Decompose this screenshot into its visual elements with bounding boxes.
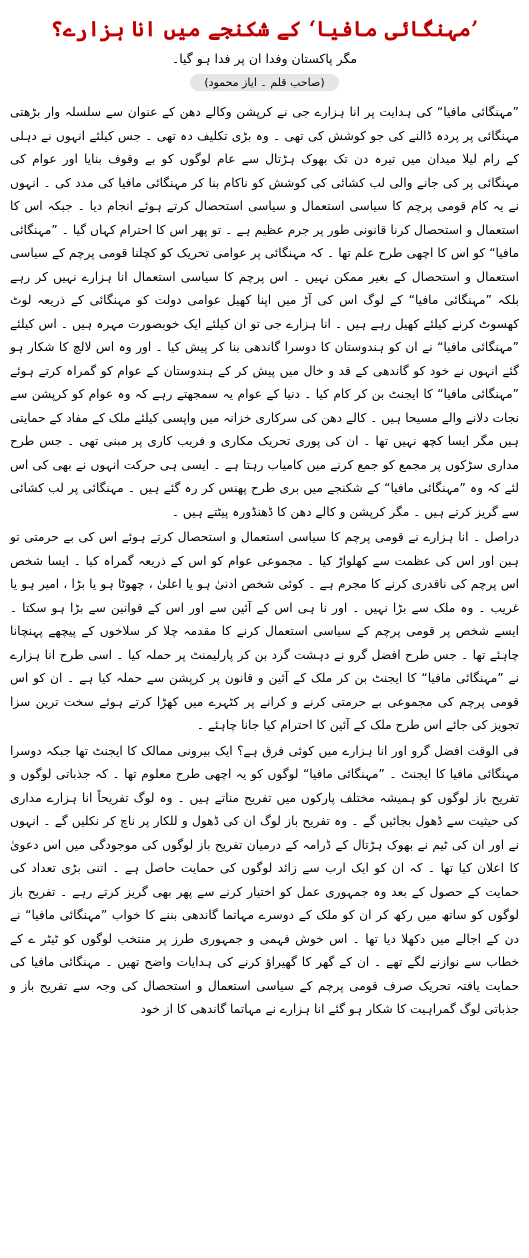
paragraph-3: فی الوقت افضل گرو اور انا ہزارے میں کوئی فرق ہے؟ ایک بیرونی ممالک کا ایجنٹ تھا جبکہ دوسرا مہنگائی مافیا کا ایجنٹ ۔ ”مہنگائی مافیا“ لوگوں کو یہ اچھی طرح معلوم تھا ۔ کہ جذباتی لوگوں و تفریح باز لوگوں کو ہمیشہ مختلف پارکوں میں تفریح مناتے ہیں ۔ وہ لوگ تفریحاً انا ہزارے مداری کی حیثیت سے ڈھول بجائیں گے ۔ وہ تفریح باز لوگ ان کی ڈھول و للکار پر ناچ کر نکلیں گے ۔ انہوں نے اور ان کی ٹیم نے بھوک ہڑتال کے ڈرامہ کے درمیان تفریح باز لوگوں کی موجودگی میں اس دعویٰ کا اعلان کیا تھا ۔ کہ ان کو ایک ارب سے زائد لوگوں کی حمایت حاصل ہے ۔ اتنی بڑی تعداد کی حمایت کے حصول کے بعد وہ جمہوری عمل کو اختیار کرنے سے پھر بھی گریز کرتے رہے ۔ تفریح باز لوگوں کو ساتھ میں رکھ کر ان کو ملک کے دوسرے مہاتما گاندھی بننے کا خواب ”مہنگائی مافیا“ نے دن کے اجالے میں دکھلا دیا تھا ۔ اس خوش فہمی و جمہوری طرز پر منتخب لوگوں کو ٹیٹر ے کے خطاب سے نوازنے لگے تھے ۔ ان کے گھر کا گھیراؤ کرنے کی ہدایات واضح تھیں ۔ مہنگائی مافیا کی حمایت یافتہ تحریک صرف قومی پرچم کے سیاسی استعمال و استحصال کی وجہ سے تفریح باز و جذباتی لوگ گمراہیت کا شکار ہو گئے انا ہزارے نے مہاتما گاندھی کا از خود xyxy=(10,743,519,1016)
article-byline xyxy=(10,74,519,91)
article-subtitle: مگر پاکستان وفدا ان پر فدا ہو گیا۔ xyxy=(171,51,358,66)
paragraph-2: دراصل ۔ انا ہزارے نے قومی پرچم کا سیاسی استعمال و استحصال کرتے ہوئے اس کی بے حرمتی تو ہین اور اس کی عظمت سے کھلواڑ کیا ۔ مجموعی عوام کو اس کے ذریعہ گمراہ کیا ۔ ایسا شخص اس پرچم کی ناقدری کرنے کا مجرم ہے ۔ کوئی شخص ادنیٰ ہو یا اعلیٰ ، چھوٹا ہو یا بڑا ، امیر ہو یا غریب ۔ وہ ملک سے بڑا نہیں ۔ اور نا ہی اس کے آئین سے اور اس کے قوانین سے بڑا ہو سکتا ۔ ایسے شخص پر قومی پرچم کے سیاسی استعمال کرنے کا مقدمہ چلا کر سلاخوں کے پیچھے پہنچانا چاہئے تھا ۔ جس طرح افضل گرو نے دہشت گرد بن کر پارلیمنٹ پر حملہ کیا ۔ اسی طرح انا ہزارے نے ”مہنگائی مافیا“ کا ایجنٹ بن کر ملک کے آئین و قانون پر کرپشن سے حملہ کیا ہے ۔ ان کو اس قومی پرچم کی مجموعی بے حرمتی کرنے و کرانے پر کٹہرے میں کھڑا کرتے ہوئے سخت ترین سزا تجویز کی جائے اس طرح ملک کے آئین کا احترام کیا جانا چاہئے ۔ xyxy=(10,530,519,732)
article-title: ’مہنگائی مافیا‘ کے شکنجے میں انا ہزارے؟ xyxy=(50,16,479,41)
byline-badge: (صاحب قلم ۔ ایاز محمود) xyxy=(190,74,338,91)
paragraph-1: ”مہنگائی مافیا“ کی ہدایت پر انا ہزارے جی نے کرپشن وکالے دھن کے عنوان سے سلسلہ وار بڑھتی مہنگائی پر پردہ ڈالنے کی جو کوشش کی تھی ۔ وہ بڑی تکلیف دہ تھی ۔ جس کیلئے انہوں نے دہلی کے رام لیلا میدان میں تیرہ دن تک بھوک ہڑتال سے عام لوگوں کو بے وقوف بنایا اور عوام کی مہنگائی پر کی جانے والی لب کشائی کی کوشش کو ناکام بنا کر مہنگائی مافیا کی مدد کی ۔ انہوں نے یہ کام قومی پرچم کا سیاسی استعمال و سیاسی استحصال کرتے ہوئے انجام دیا ۔ جبکہ اس کا استعمال و استحصال کرنا قانونی طور پر جرم عظیم ہے ۔ تو پھر اس کا احترام کہاں گیا ۔ ”مہنگائی مافیا“ کو اس کا اچھی طرح علم تھا ۔ کہ مہنگائی پر عوامی تحریک کو کچلنا قومی پرچم کے سیاسی استعمال و استحصال کے بغیر ممکن نہیں ۔ اس پرچم کا سیاسی استعمال انا ہزارے نہیں کر رہے بلکہ ”مہنگائی مافیا“ کے لوگ اس کی آڑ میں اپنا کھیل عوامی دولت کو مہنگائی کے ذریعہ لوٹ کھسوٹ کرنے کیلئے کھیل رہے ہیں ۔ انا ہزارے جی تو ان کیلئے ایک خوبصورت مہرہ ہیں ۔ اس کیلئے ”مہنگائی مافیا“ نے ان کو ہندوستان کا دوسرا گاندھی بنا کر پیش کیا ۔ اور وہ اس لالچ کا شکار ہو گئے انہوں نے خود کو گاندھی کے قد و خال میں پیش کر کے ہندوستان کے عوام کو گمراہ کرتے ہوئے ”مہنگائی مافیا“ کا ایجنٹ بن کر کام کیا ۔ دنیا کے عوام یہ سمجھتے رہے کہ وہ عوام کو کرپشن سے نجات دلانے والے مسیحا ہیں ۔ کالے دھن کی سرکاری خزانہ میں واپسی کیلئے ملک کے مفاد کے حمایتی ہیں مگر ایسا کچھ نہیں تھا ۔ ان کی پوری تحریک مکاری و فریب کاری پر مبنی تھی ۔ جس طرح مداری سڑکوں پر مجمع کو جمع کرنے میں کامیاب رہتا ہے ۔ ایسی ہی حرکت انہوں نے بھی کی اس لئے کہ وہ ”مہنگائی مافیا“ کے شکنجے میں بری طرح پھنس کر رہ گئے ہیں ۔ مہنگائی پر لب کشائی سے گریز کرتے ہیں ۔ مگر کرپشن و کالے دھن کا ڈھنڈورہ پیٹتے ہیں ۔ xyxy=(10,105,519,519)
